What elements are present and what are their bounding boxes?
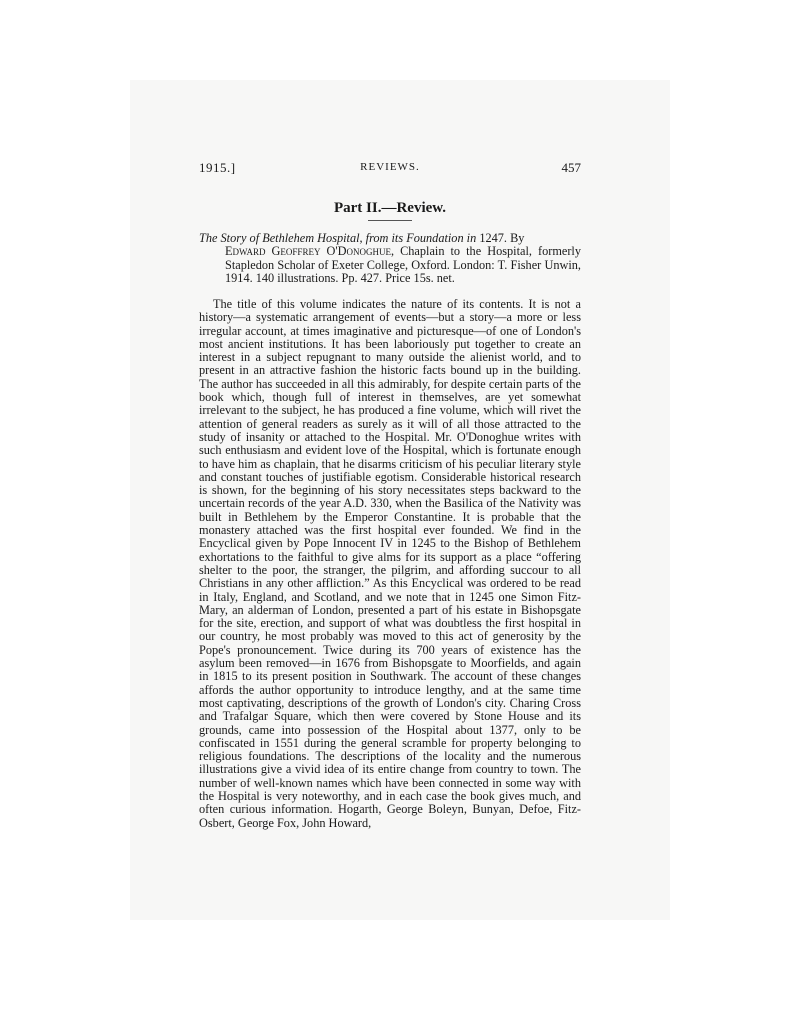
book-title: The Story of Bethlehem Hospital, from its Foundation in (199, 231, 477, 245)
title-rule (368, 220, 412, 221)
running-header (199, 160, 581, 178)
page-number: 457 (561, 160, 581, 175)
book-citation (199, 232, 581, 285)
citation-by: By (510, 231, 525, 245)
running-head-year: 1915.] (199, 160, 236, 175)
section-title: Part II.—Review. (333, 200, 447, 216)
running-head-title: REVIEWS. (360, 161, 420, 173)
review-paragraph: The title of this volume indicates the nature of its contents. It is not a history—a systematic arrangement of events—but a story—a more or less irregular account, at times imaginative and picturesque—of one of London's most ancient institutions. It has been laboriously put together to create an interest in a subject repugnant to many outside the alienist world, and to present in an attractive fashion the historic facts bound up in the building. The author has succeeded in all this admirably, for despite certain parts of the book which, though full of interest in themselves, are yet somewhat irrelevant to the subject, he has produced a fine volume, which will rivet the attention of general readers as surely as it will of all those attracted to the study of insanity or attached to the Hospital. Mr. O'Donoghue writes with such enthusiasm and evident love of the Hospital, which is fortunate enough to have him as chaplain, that he disarms criticism of his peculiar literary style and constant touches of justifiable egotism. Considerable historical research is shown, for the beginning of his story necessitates steps backward to the uncertain records of the year A.D. 330, when the Basilica of the Nativity was built in Bethlehem by the Emperor Constantine. It is probable that the monastery attached was the first hospital ever founded. We find in the Encyclical given by Pope Innocent IV in 1245 to the Bishop of Bethlehem exhortations to the faithful to give alms for its support as a place “offering shelter to the poor, the stranger, the pilgrim, and affording succour to all Christians in any other affliction.” As this Encyclical was ordered to be read in Italy, England, and Scotland, and we note that in 1245 one Simon Fitz-Mary, an alderman of London, presented a part of his estate in Bishopsgate for the site, erection, and support of what was doubtless the first hospital in our country, he most probably was moved to this act of generosity by the Pope's pronouncement. Twice during its 700 years of existence has the asylum been removed—in 1676 from Bishopsgate to Moorfields, and again in 1815 to its present position in Southwark. The account of these changes affords the author opportunity to introduce lengthy, and at the same time most captivating, descriptions of the growth of London's city. Charing Cross and Trafalgar Square, which then were covered by Stone House and its grounds, came into possession of the Hospital about 1377, only to be confiscated in 1551 during the general scramble for property belonging to religious foundations. The descriptions of the locality and the numerous illustrations give a vivid idea of its entire change from country to town. The number of well-known names which have been connected in some way with the Hospital is very noteworthy, and in each case the book gives much, and often curious information. Hogarth, George Boleyn, Bunyan, Defoe, Fitz-Osbert, George Fox, John Howard, (199, 297, 581, 830)
book-details: Chaplain to the Hospital, formerly Stapledon Scholar of Exeter College, Oxford. London: T. Fisher Unwin, 1914. 140 illustrations. Pp. 427. Price 15s. net. (225, 244, 581, 285)
book-year: 1247. (479, 231, 507, 245)
book-author: Edward Geoffrey O'Donoghue, (225, 244, 395, 259)
